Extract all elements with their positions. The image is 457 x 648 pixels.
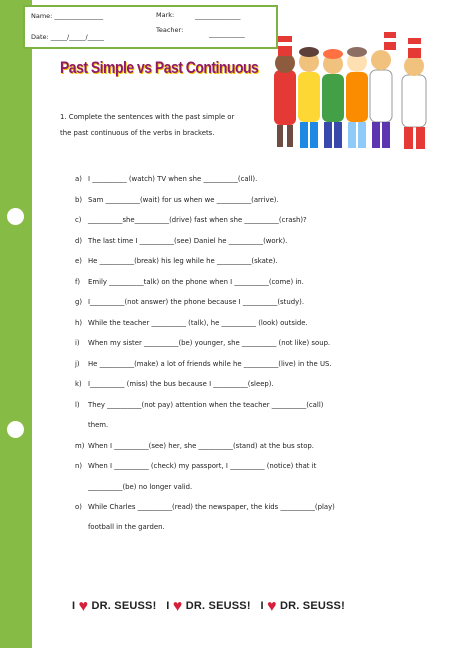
heart-icon: ♥ (267, 598, 277, 615)
heart-icon: ♥ (78, 598, 89, 615)
exercise-text[interactable]: He __________(make) a lot of friends while he __________(live) in the US. (88, 360, 332, 368)
exercise-text[interactable]: Emily __________talk) on the phone when I __________(come) in. (88, 278, 304, 286)
footer-i: I (166, 600, 170, 612)
exercise-label: d) (75, 237, 83, 245)
exercise-text[interactable]: When I __________(see) her, she __________(stand) at the bus stop. (88, 442, 314, 450)
exercise-label: g) (75, 298, 83, 306)
exercise-label: e) (75, 257, 82, 265)
mark-label: Mark: (156, 11, 175, 19)
exercise-text[interactable]: __________she__________(drive) fast when she __________(crash)? (88, 216, 307, 224)
footer-dr-seuss: DR. SEUSS! (280, 600, 345, 612)
footer-i: I (260, 600, 264, 612)
exercise-label: j) (75, 360, 80, 368)
exercise-label: n) (75, 462, 83, 470)
exercise-label: f) (75, 278, 81, 286)
exercise-label: b) (75, 196, 83, 204)
exercise-text[interactable]: I__________ (miss) the bus because I __________(sleep). (88, 380, 274, 388)
exercise-n-continuation[interactable]: __________(be) no longer valid. (88, 483, 193, 491)
exercise-text[interactable]: Sam __________(wait) for us when we __________(arrive). (88, 196, 279, 204)
date-field[interactable]: Date: _____/_____/_____ (31, 33, 104, 41)
exercise-label: a) (75, 175, 82, 183)
exercise-label: c) (75, 216, 82, 224)
exercise-text[interactable]: They __________(not pay) attention when the teacher __________(call) (88, 401, 324, 409)
exercise-text[interactable]: I__________(not answer) the phone because I __________(study). (88, 298, 305, 306)
footer-dr-seuss: DR. SEUSS! (91, 600, 157, 612)
exercise-o-continuation[interactable]: football in the garden. (88, 523, 165, 531)
exercise-text[interactable]: When my sister __________(be) younger, she __________ (not like) soup. (88, 339, 331, 347)
exercise-label: o) (75, 503, 82, 511)
footer-dr-seuss: DR. SEUSS! (185, 600, 251, 612)
exercise-text[interactable]: He __________(break) his leg while he __________(skate). (88, 257, 278, 265)
mark-field[interactable]: ______________ (195, 12, 241, 20)
exercise-text[interactable]: When I __________ (check) my passport, I __________ (notice) that it (88, 462, 317, 470)
footer-i: I (72, 600, 76, 612)
kids-in-cat-hats-illustration (262, 30, 452, 155)
left-green-margin (0, 0, 32, 648)
exercise-label: i) (75, 339, 80, 347)
exercise-label: l) (75, 401, 80, 409)
heart-icon: ♥ (172, 598, 183, 615)
exercise-text[interactable]: While the teacher __________ (talk), he __________ (look) outside. (88, 319, 308, 327)
exercise-text[interactable]: I __________ (watch) TV when she __________(call). (88, 175, 258, 183)
name-field[interactable]: Name: _______________ (31, 12, 104, 20)
instructions-line-2: the past continuous of the verbs in brackets. (60, 129, 215, 137)
exercise-l-continuation[interactable]: them. (88, 421, 109, 429)
exercise-text[interactable]: While Charles __________(read) the newspaper, the kids __________(play) (88, 503, 335, 511)
exercise-label: k) (75, 380, 82, 388)
footer-item (166, 598, 251, 615)
exercise-label: h) (75, 319, 83, 327)
footer-item (72, 598, 157, 615)
instructions-line-1: 1. Complete the sentences with the past simple or (60, 113, 235, 121)
exercise-label: m) (75, 442, 85, 450)
binder-hole-top (7, 208, 24, 225)
teacher-field[interactable]: ___________ (209, 30, 245, 38)
binder-hole-bottom (7, 421, 24, 438)
teacher-label: Teacher: (156, 26, 184, 34)
footer-item (260, 598, 345, 615)
footer-banner (72, 598, 345, 616)
exercise-text[interactable]: The last time I __________(see) Daniel he __________(work). (88, 237, 288, 245)
student-info-box (23, 5, 278, 49)
worksheet-title: Past Simple vs Past Continuous (60, 58, 259, 77)
